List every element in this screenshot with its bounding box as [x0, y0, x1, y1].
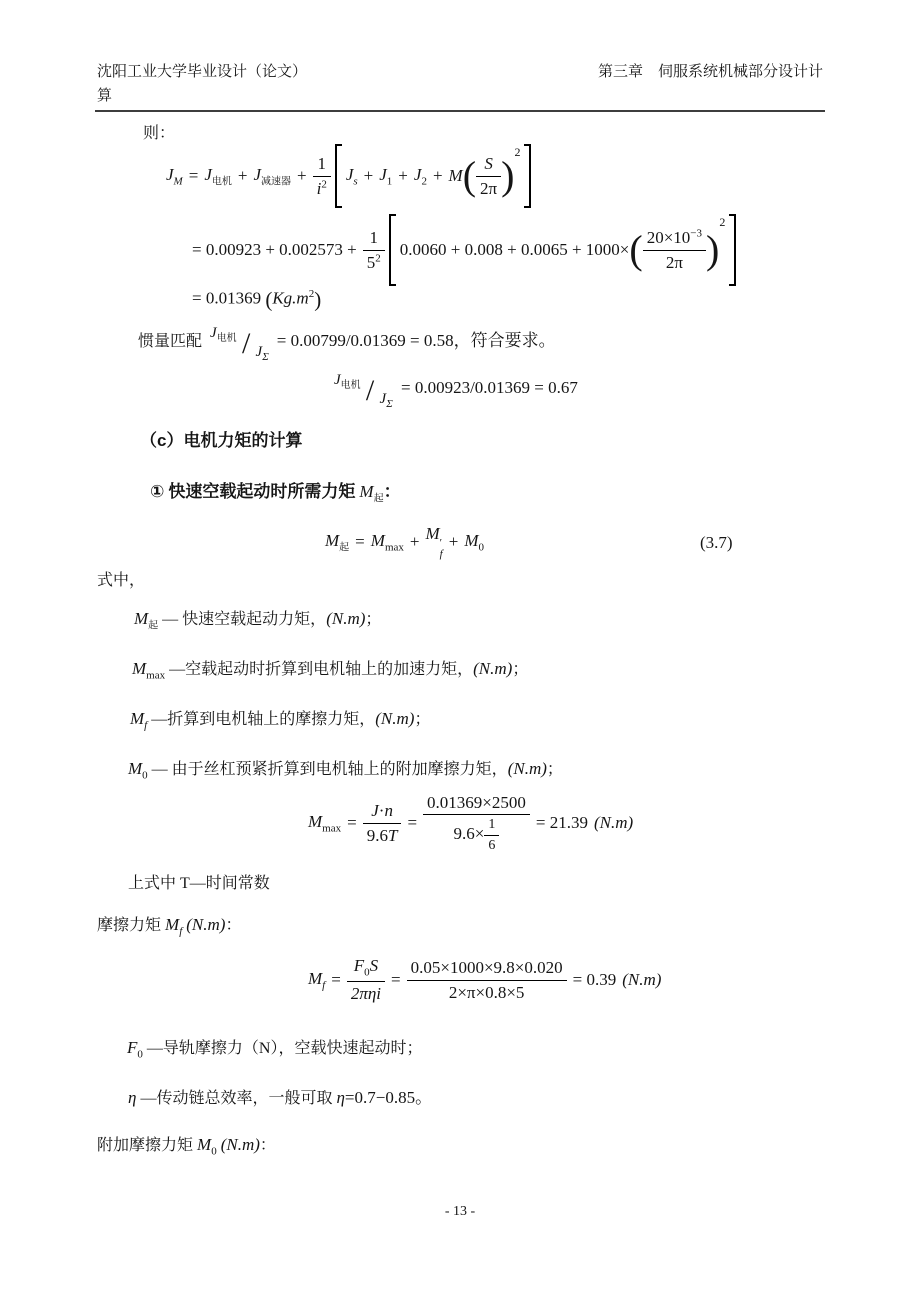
- jm-term: $J_M$: [166, 164, 183, 188]
- unit: (N.m): [186, 915, 226, 934]
- lead-over-2pi-fraction: $\frac{20\times 10^{-3}}{2\pi}$: [643, 227, 706, 273]
- colon: ：: [225, 917, 242, 934]
- additional-torque-intro: [97, 1132, 276, 1157]
- unit-n-m: (N.m): [622, 970, 662, 989]
- equals-sign: =: [347, 813, 357, 832]
- open-paren: (: [629, 227, 643, 272]
- definition-m-start: [134, 606, 381, 631]
- inertia-match-result-2: = 0.00923/0.01369 = 0.67: [400, 378, 578, 397]
- header-rule: [95, 110, 825, 112]
- plus-sign: +: [363, 166, 374, 185]
- m-max-term: $M_{max}$: [370, 530, 404, 554]
- equals-sign: =: [188, 166, 199, 185]
- symbol: $M_f$: [130, 709, 148, 732]
- j-reducer-term: $J_{减速器}$: [253, 164, 291, 188]
- result-value: = 0.39: [572, 970, 617, 989]
- definition-text: 折算到电机轴上的摩擦力矩，: [167, 711, 376, 728]
- ratio-slash: /: [241, 327, 251, 360]
- ratio-slash: /: [365, 374, 375, 407]
- page-header: [97, 60, 823, 81]
- left-square-bracket: [389, 214, 396, 286]
- squared-exponent: 2: [719, 215, 726, 229]
- equals-sign: =: [331, 970, 341, 989]
- definition-text: 由于丝杠预紧折算到电机轴上的附加摩擦力矩，: [171, 761, 508, 778]
- symbol: $M_{max}$: [132, 659, 166, 682]
- definition-text: 快速空载起动力矩，: [182, 611, 327, 628]
- symbol: $M_起$: [134, 609, 159, 632]
- time-constant-note: 上式中 T—时间常数: [128, 875, 270, 892]
- unit: (N.m): [220, 1135, 260, 1154]
- friction-torque-intro: [97, 912, 241, 937]
- unit-kg-m2: Kg.m: [272, 288, 309, 308]
- j-ratio: $J_{电机} / J_\Sigma$: [210, 325, 269, 363]
- m-max-term: $M_{max}$: [308, 811, 342, 835]
- result-value: = 0.01369: [192, 288, 262, 308]
- definition-text: 空载起动时折算到电机轴上的加速力矩，: [185, 661, 474, 678]
- plus-sign: +: [409, 532, 420, 551]
- equals-sign: =: [391, 970, 401, 989]
- eta-text: —传动链总效率，一般可取: [140, 1090, 333, 1107]
- symbol: $M_0$: [128, 759, 148, 782]
- plus-sign: +: [237, 166, 248, 185]
- inertia-match-line-2: [330, 374, 578, 408]
- unit: (N.m): [326, 609, 366, 628]
- unit-n-m: (N.m): [593, 813, 634, 832]
- open-paren: (: [462, 153, 477, 198]
- mass-term: M: [448, 166, 463, 185]
- circled-one-bullet: ①: [150, 482, 165, 501]
- item-1-colon: ：: [383, 482, 401, 501]
- inertia-match-label: 惯量匹配: [138, 333, 203, 350]
- close-paren: ): [706, 227, 720, 272]
- numeric-fraction: $\frac{0.05\times 1000\times 9.8\times 0.020}{2\times\pi\times 0.8\times 5}$: [407, 957, 567, 1003]
- equation-jm-result: [192, 288, 321, 311]
- j-s-term: $J_s$: [345, 164, 358, 188]
- item-1-title: 快速空载起动时所需力矩: [168, 482, 356, 501]
- m-f-prime-term: M ′ f: [425, 524, 443, 560]
- dash: —: [169, 661, 186, 678]
- numeric-fraction: 0.01369×2500 9.6× $\frac{1}{6}$: [423, 792, 530, 854]
- page-number: - 13 -: [444, 1204, 476, 1219]
- definition-m-f: [130, 706, 430, 731]
- eta-symbol: η: [128, 1088, 137, 1107]
- equation-3-7: [325, 524, 484, 560]
- s-over-2pi-fraction: $\frac{S}{2\pi}$: [476, 153, 501, 199]
- eta-definition: [128, 1083, 432, 1108]
- definition-m-0: [128, 756, 563, 781]
- equals-sign: =: [355, 532, 365, 551]
- result-value: = 21.39: [535, 813, 588, 832]
- numeric-prefix: = 0.00923 + 0.002573 +: [192, 240, 357, 259]
- header-right-chapter: 第三章 伺服系统机械部分设计计: [597, 64, 823, 80]
- unit-exponent: 2: [308, 288, 315, 300]
- where-label: 式中，: [97, 572, 146, 589]
- equals-sign: =: [407, 813, 418, 832]
- unit: (N.m): [473, 659, 513, 678]
- plus-sign: +: [432, 166, 443, 185]
- jn-over-96t-fraction: $\frac{J\cdot n}{9.6T}$: [363, 800, 402, 846]
- right-square-bracket: [524, 144, 531, 208]
- f0-text: —导轨摩擦力（N），空载快速起动时；: [146, 1040, 423, 1057]
- right-square-bracket: [729, 214, 736, 286]
- j-ratio: $J_{电机} / J_\Sigma$: [334, 372, 393, 410]
- semicolon: ；: [546, 761, 563, 778]
- squared-exponent: 2: [514, 145, 521, 159]
- j-1-term: $J_1$: [379, 164, 393, 188]
- m-start-term: $M_起$: [325, 530, 350, 554]
- left-square-bracket: [335, 144, 342, 208]
- intro-text: 摩擦力矩: [97, 917, 162, 934]
- plus-sign: +: [448, 532, 459, 551]
- m-start-symbol: $M_起$: [359, 482, 384, 505]
- then-label: 则：: [143, 125, 176, 142]
- inner-sum: 0.0060 + 0.008 + 0.0065 + 1000×: [399, 240, 630, 259]
- m-0-term: $M_0$: [464, 530, 484, 554]
- dash: —: [162, 611, 179, 628]
- m-f-term: $M_f$: [308, 968, 326, 992]
- close-paren: ): [501, 153, 515, 198]
- eta-range: =0.7−0.85。: [344, 1088, 433, 1107]
- unit: (N.m): [507, 759, 547, 778]
- open-paren: (: [265, 287, 273, 312]
- equation-jm-numeric: [192, 214, 740, 286]
- definition-m-max: [132, 656, 528, 681]
- equation-m-f: [308, 952, 661, 1008]
- plus-sign: +: [297, 166, 307, 185]
- f0-definition: [127, 1035, 422, 1060]
- intro-text: 附加摩擦力矩: [97, 1137, 194, 1154]
- dash: —: [151, 761, 168, 778]
- header-wrap-line: 算: [97, 88, 113, 104]
- equation-number-tag: (3.7): [700, 533, 733, 552]
- f0-symbol: $F_0$: [127, 1038, 143, 1061]
- j-2-term: $J_2$: [413, 164, 427, 188]
- semicolon: ；: [365, 611, 382, 628]
- one-over-25-fraction: $\frac{1}{5^2}$: [363, 227, 385, 273]
- inertia-match-line: [138, 326, 556, 361]
- semicolon: ；: [414, 711, 431, 728]
- section-c-heading: （c）电机力矩的计算: [140, 431, 303, 450]
- close-paren: ): [314, 287, 322, 312]
- m-f-symbol: $M_f$: [165, 915, 183, 938]
- plus-sign: +: [398, 166, 408, 185]
- one-over-i-squared-fraction: $\frac{1}{i^2}$: [313, 153, 331, 199]
- inertia-match-result: = 0.00799/0.01369 = 0.58，符合要求。: [276, 331, 556, 350]
- m-0-symbol: $M_0$: [197, 1135, 217, 1158]
- dash: —: [151, 711, 168, 728]
- semicolon: ；: [512, 661, 529, 678]
- unit: (N.m): [375, 709, 415, 728]
- j-motor-term: $J_{电机}$: [204, 164, 232, 188]
- equation-m-max: [308, 790, 633, 856]
- equation-jm-symbolic: [166, 144, 535, 208]
- colon: ：: [259, 1137, 276, 1154]
- eta-symbol: η: [336, 1088, 345, 1107]
- f0s-over-2pi-eta-i-fraction: $\frac{F_0S}{\text{2πηi}}$: [347, 955, 385, 1004]
- header-left-title: 沈阳工业大学毕业设计（论文）: [97, 64, 308, 80]
- item-1-heading: [150, 477, 401, 504]
